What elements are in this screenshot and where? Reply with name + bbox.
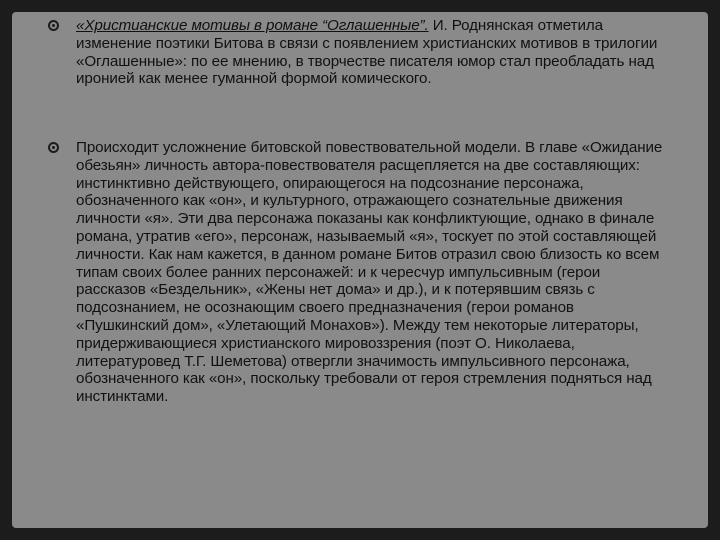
content-panel [12,12,708,528]
bullet-1-emphasis: «Христианские мотивы в романе “Оглашенные”. [76,17,429,34]
bullet-item-1 [12,17,708,88]
bullet-ring-icon [48,142,59,153]
bullet-text-2: Происходит усложнение битовской повествовательной модели. В главе «Ожидание обезьян» личность автора-повествователя расщепляется на две составляющих: инстинктивно действующего, опирающегося на подсознание персонажа, обозначенного как «он», и культурного, отражающего сознательные движения личности «я». Эти два персонажа показаны как конфликтующие, однако в финале романа, утратив «его», персонаж, называемый «я», тоскует по этой составляющей личности. Как нам кажется, в данном романе Битов отразил свою близость ко всем типам своих более ранних персонажей: и к чересчур импульсивным (герои рассказов «Бездельник», «Жены нет дома» и др.), и к потерявшим связь с подсознанием, не осознающим своего предназначения (герои романов «Пушкинский дом», «Улетающий Монахов»). Между тем некоторые литераторы, придерживающиеся христианского мировоззрения (поэт О. Николаева, литературовед Т.Г. Шеметова) отвергли значимость импульсивного персонажа, обозначенного как «он», поскольку требовали от героя стремления подняться над инстинктами. [76,139,663,406]
bullet-ring-icon [48,20,59,31]
bullet-1-body: И. Роднянская отметила изменение поэтики Битова в связи с появлением христианских мотивов в трилогии «Оглашенные»: по ее мнению, в творчестве писателя юмор стал преобладать над иронией как менее гуманной формой комического. [76,17,658,88]
bullet-text-1 [76,17,666,88]
bullet-item-2 [12,139,708,406]
